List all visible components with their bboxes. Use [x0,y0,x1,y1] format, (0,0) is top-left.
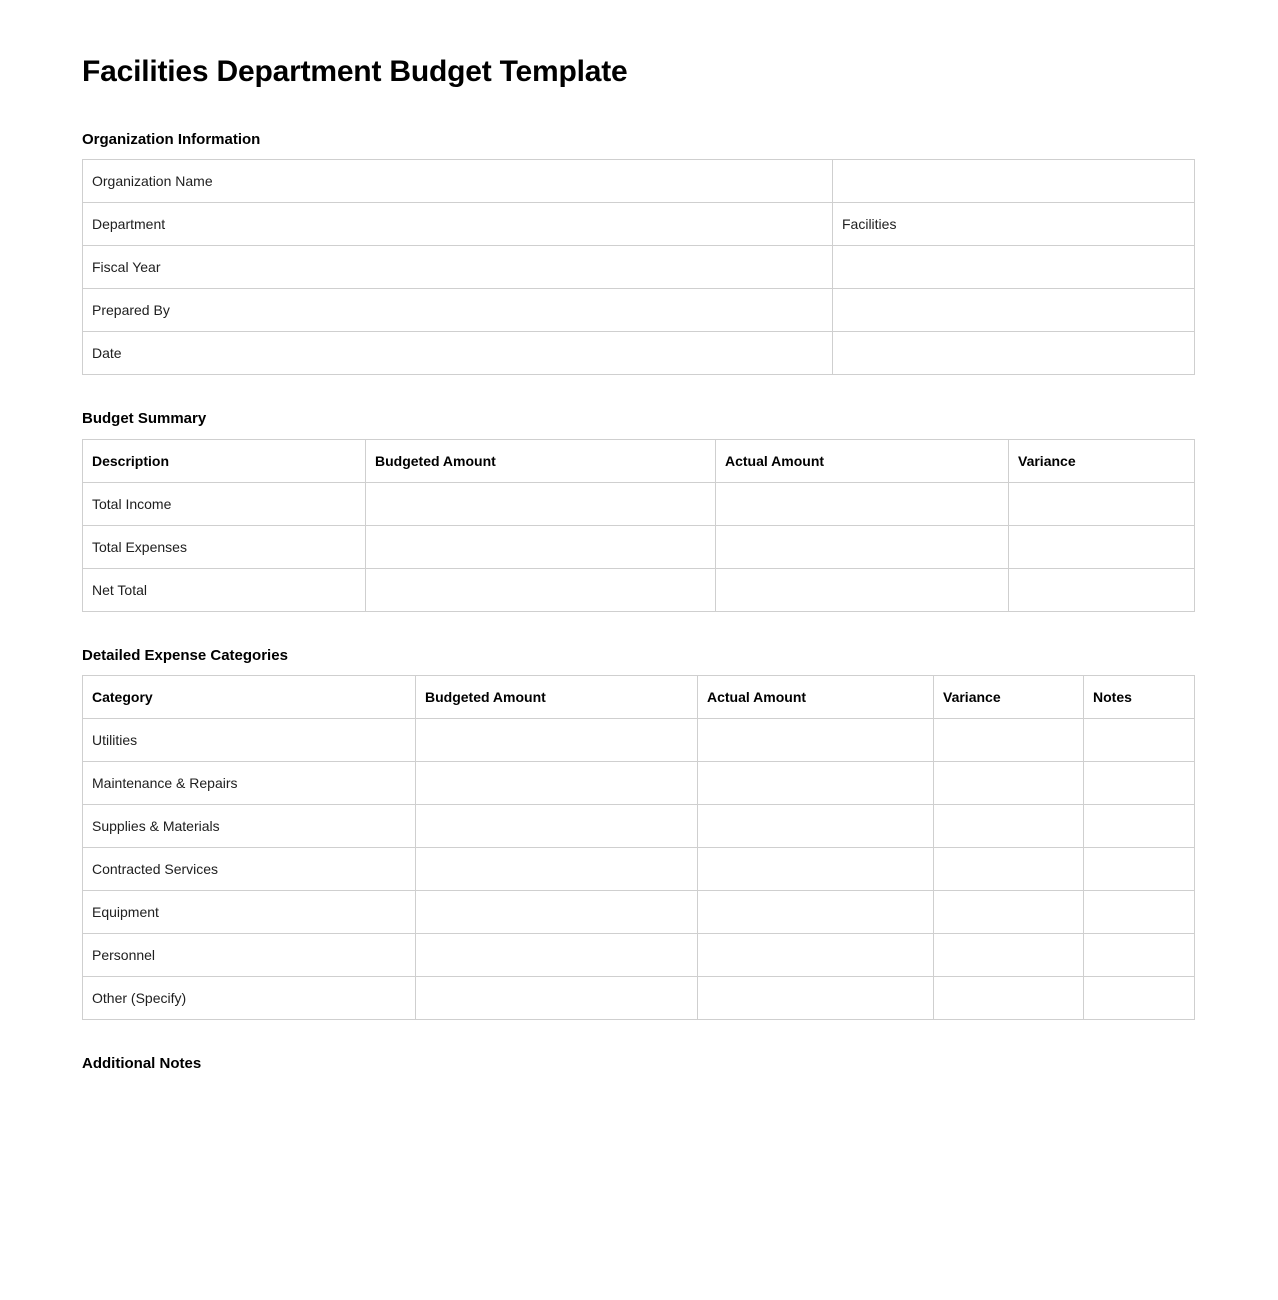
cell-actual-amount[interactable] [698,977,934,1020]
cell-actual-amount[interactable] [698,805,934,848]
table-row [83,289,1195,332]
cell-variance[interactable] [934,719,1084,762]
cell-budgeted-amount[interactable] [366,568,716,611]
cell-notes[interactable] [1084,891,1195,934]
column-header-budgeted-amount: Budgeted Amount [416,676,698,719]
cell-variance[interactable] [934,891,1084,934]
cell-variance[interactable] [934,934,1084,977]
section-heading-additional-notes: Additional Notes [82,1055,202,1072]
column-header-variance: Variance [1009,439,1195,482]
table-row [83,977,1195,1020]
cell-actual-amount[interactable] [698,762,934,805]
cell-variance[interactable] [934,977,1084,1020]
budget-summary-table [82,439,1195,612]
cell-actual-amount[interactable] [698,848,934,891]
row-label-category: Maintenance & Repairs [83,762,416,805]
detailed-expense-categories-table [82,675,1195,1020]
table-row [83,891,1195,934]
column-header-budgeted-amount: Budgeted Amount [366,439,716,482]
table-row [83,762,1195,805]
row-label-category: Utilities [83,719,416,762]
cell-budgeted-amount[interactable] [416,891,698,934]
cell-budgeted-amount[interactable] [416,848,698,891]
cell-notes[interactable] [1084,805,1195,848]
column-header-notes: Notes [1084,676,1195,719]
cell-budgeted-amount[interactable] [416,762,698,805]
cell-variance[interactable] [934,848,1084,891]
cell-budgeted-amount[interactable] [366,482,716,525]
cell-actual-amount[interactable] [716,568,1009,611]
table-row [83,203,1195,246]
table-row [83,805,1195,848]
cell-budgeted-amount[interactable] [416,977,698,1020]
table-row [83,719,1195,762]
organization-information-table [82,159,1195,375]
cell-actual-amount[interactable] [698,891,934,934]
column-header-actual-amount: Actual Amount [716,439,1009,482]
column-header-actual-amount: Actual Amount [698,676,934,719]
cell-budgeted-amount[interactable] [366,525,716,568]
table-row [83,848,1195,891]
page-title: Facilities Department Budget Template [82,55,628,88]
cell-notes[interactable] [1084,719,1195,762]
field-value[interactable] [833,289,1195,332]
table-header-row [83,676,1195,719]
additional-notes-area[interactable] [82,1084,1194,1234]
cell-notes[interactable] [1084,934,1195,977]
table-row [83,160,1195,203]
table-row [83,525,1195,568]
table-row [83,568,1195,611]
cell-notes[interactable] [1084,848,1195,891]
section-budget-summary [82,409,1194,612]
cell-notes[interactable] [1084,977,1195,1020]
field-value[interactable]: Facilities [833,203,1195,246]
row-label-category: Supplies & Materials [83,805,416,848]
cell-budgeted-amount[interactable] [416,934,698,977]
field-value[interactable] [833,246,1195,289]
row-label-total-expenses: Total Expenses [83,525,366,568]
section-organization-information [82,130,1194,376]
table-header-row [83,439,1195,482]
cell-actual-amount[interactable] [698,934,934,977]
field-label: Prepared By [83,289,833,332]
section-heading-organization-information: Organization Information [82,130,261,148]
field-value[interactable] [833,160,1195,203]
section-detailed-expense-categories [82,646,1194,1021]
cell-notes[interactable] [1084,762,1195,805]
row-label-category: Equipment [83,891,416,934]
table-row [83,246,1195,289]
section-heading-detailed-expense-categories: Detailed Expense Categories [82,646,288,664]
cell-actual-amount[interactable] [716,525,1009,568]
row-label-category: Other (Specify) [83,977,416,1020]
cell-variance[interactable] [934,805,1084,848]
column-header-variance: Variance [934,676,1084,719]
cell-variance[interactable] [1009,482,1195,525]
cell-variance[interactable] [1009,568,1195,611]
cell-budgeted-amount[interactable] [416,805,698,848]
cell-actual-amount[interactable] [716,482,1009,525]
cell-variance[interactable] [1009,525,1195,568]
row-label-net-total: Net Total [83,568,366,611]
column-header-category: Category [83,676,416,719]
table-row [83,332,1195,375]
cell-actual-amount[interactable] [698,719,934,762]
field-label: Department [83,203,833,246]
row-label-category: Personnel [83,934,416,977]
row-label-total-income: Total Income [83,482,366,525]
table-row [83,482,1195,525]
column-header-description: Description [83,439,366,482]
table-row [83,934,1195,977]
row-label-category: Contracted Services [83,848,416,891]
section-additional-notes [82,1054,1194,1234]
field-label: Fiscal Year [83,246,833,289]
cell-variance[interactable] [934,762,1084,805]
field-label: Organization Name [83,160,833,203]
section-heading-budget-summary: Budget Summary [82,410,207,427]
field-value[interactable] [833,332,1195,375]
field-label: Date [83,332,833,375]
cell-budgeted-amount[interactable] [416,719,698,762]
